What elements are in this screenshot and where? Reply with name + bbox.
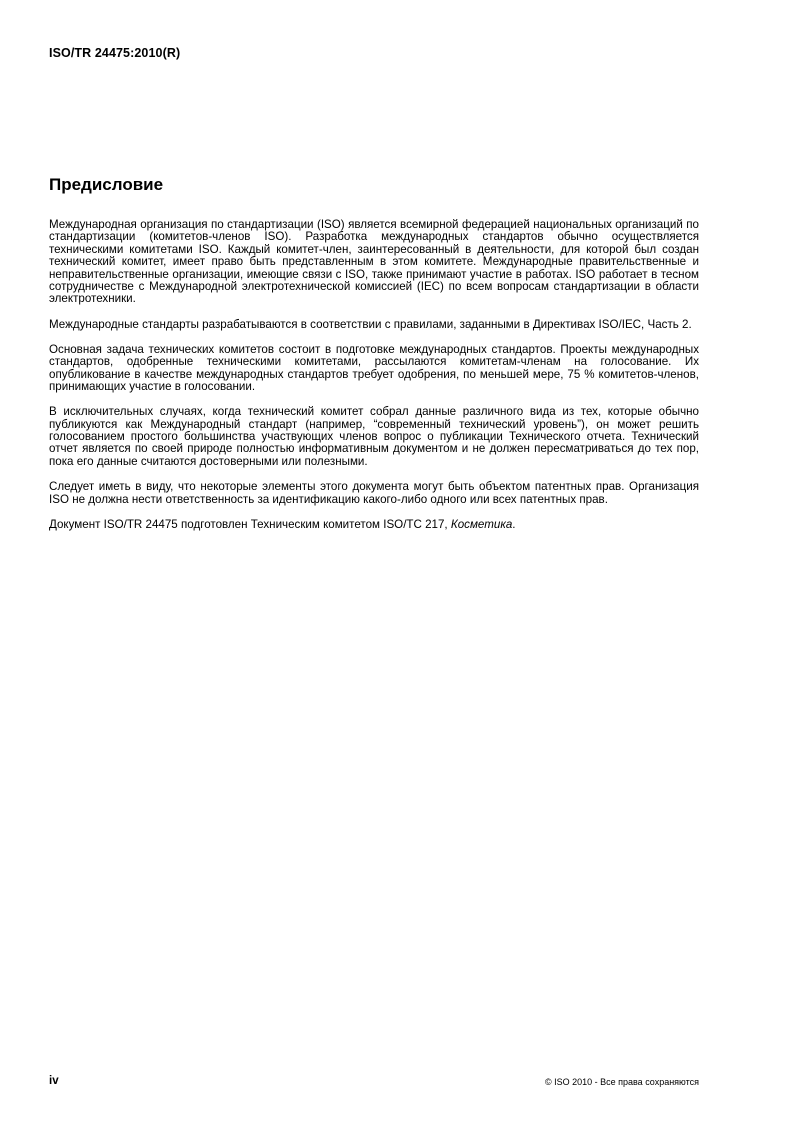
paragraph-patent-rights: Следует иметь в виду, что некоторые элементы этого документа могут быть объектом патентных прав. Организация ISO не должна нести ответственность за идентификацию какого-либо одного или всех патентных прав. [49,480,699,506]
prepared-by-text: Документ ISO/TR 24475 подготовлен Техническим комитетом ISO/TC 217, [49,517,451,531]
page-number: iv [49,1075,59,1087]
prepared-by-tail: . [512,517,516,531]
foreword-body [49,219,699,544]
paragraph-iso-federation: Международная организация по стандартизации (ISO) является всемирной федерацией национальных организаций по стандартизации (комитетов-членов ISO). Разработка международных стандартов обычно осуществляется техническими комитетами ISO. Каждый комитет-член, заинтересованный в деятельности, для которой был создан технический комитет, имеет право быть представленным в этом комитете. Международные правительственные и неправительственные организации, имеющие связи с ISO, также принимают участие в работах. ISO работает в тесном сотрудничестве с Международной электротехнической комиссией (IEC) по всем вопросам стандартизации в области электротехники. [49,218,699,306]
paragraph-committee-task: Основная задача технических комитетов состоит в подготовке международных стандартов. Проекты международных стандартов, одобренные техническими комитетами, рассылаются комитетам-членам на голосование. Их опубликование в качестве международных стандартов требует одобрения, по меньшей мере, 75 % комитетов-членов, принимающих участие в голосовании. [49,342,699,394]
document-code-header: ISO/TR 24475:2010(R) [49,46,181,60]
page-title: Предисловие [49,175,164,194]
committee-name: Косметика [450,517,513,531]
paragraph-prepared-by [49,519,699,531]
paragraph-technical-report: В исключительных случаях, когда технический комитет собрал данные различного вида из тех, которые обычно публикуются как Международный стандарт (например, “современный технический уровень”), он может решить голосованием простого большинства участвующих членов вопрос о публикации Технического отчета. Технический отчет является по своей природе полностью информативным документом и не должен пересматриваться до тех пор, пока его данные считаются достоверными или полезными. [49,405,699,468]
copyright-notice: © ISO 2010 - Все права сохраняются [544,1077,699,1087]
paragraph-directives: Международные стандарты разрабатываются в соответствии с правилами, заданными в Директивах ISO/IEC, Часть 2. [49,317,692,331]
